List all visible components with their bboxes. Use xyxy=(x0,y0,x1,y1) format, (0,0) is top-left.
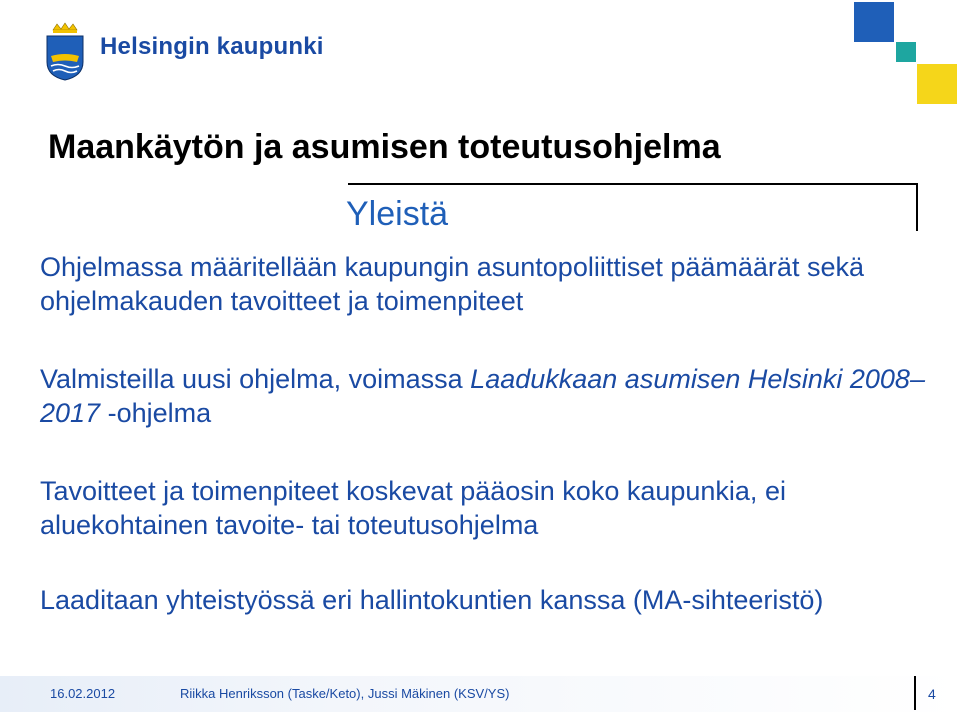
helsinki-coat-of-arms-icon xyxy=(45,22,85,82)
paragraph-3 xyxy=(40,474,930,542)
decor-square-teal xyxy=(896,42,916,62)
paragraph-1 xyxy=(40,250,930,318)
brand-name: Helsingin kaupunki xyxy=(100,33,324,60)
decor-square-blue xyxy=(854,2,894,42)
title-divider-vertical xyxy=(916,183,918,231)
paragraph-1-text: Ohjelmassa määritellään kaupungin asuntopoliittiset päämäärät sekä ohjelmakauden tavoitteet ja toimenpiteet xyxy=(40,252,864,316)
footer-divider xyxy=(914,676,916,710)
slide-title: Maankäytön ja asumisen toteutusohjelma xyxy=(48,128,721,166)
paragraph-2 xyxy=(40,362,930,430)
paragraph-4 xyxy=(40,583,930,617)
decor-square-yellow xyxy=(917,64,957,104)
page-number: 4 xyxy=(928,686,936,702)
paragraph-2-after: -ohjelma xyxy=(100,398,212,428)
footer-date: 16.02.2012 xyxy=(50,686,116,701)
paragraph-3-text: Tavoitteet ja toimenpiteet koskevat pääosin koko kaupunkia, ei aluekohtainen tavoite- tai toteutusohjelma xyxy=(40,476,786,540)
footer-authors: Riikka Henriksson (Taske/Keto), Jussi Mäkinen (KSV/YS) xyxy=(180,686,510,701)
title-divider xyxy=(348,183,918,185)
paragraph-4-text: Laaditaan yhteistyössä eri hallintokuntien kanssa (MA-sihteeristö) xyxy=(40,585,824,615)
slide-subtitle: Yleistä xyxy=(346,195,449,233)
paragraph-2-text: Valmisteilla uusi ohjelma, voimassa xyxy=(40,364,471,394)
paragraph-2-italic: Laadukkaan asumisen Helsinki 2008–2017 xyxy=(40,364,925,428)
